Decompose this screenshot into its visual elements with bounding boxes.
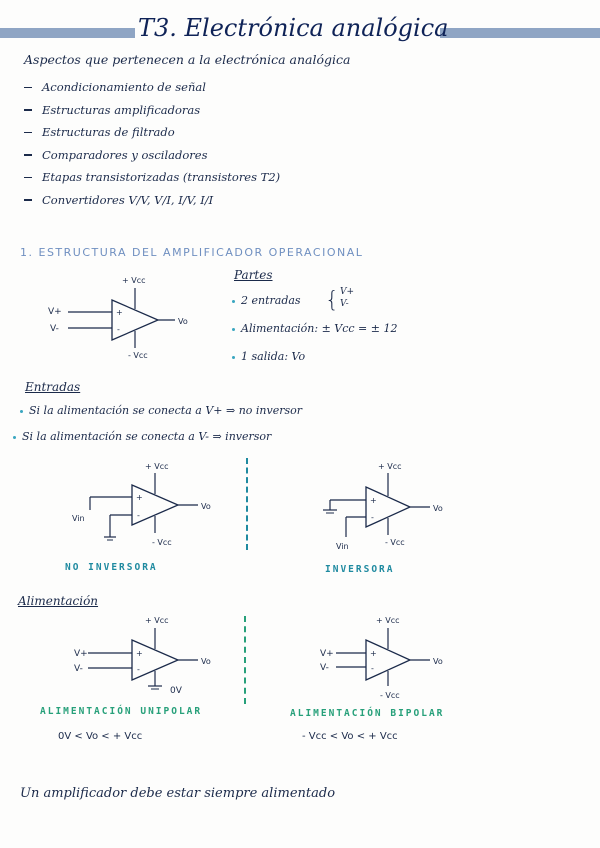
section-heading-opamp: 1. ESTRUCTURA DEL AMPLIFICADOR OPERACIONAL: [20, 246, 364, 259]
inputs-line-1: Si la alimentación se conecta a V+ ⇒ no inversor: [20, 404, 302, 417]
parts-vplus: V+: [340, 287, 355, 297]
parts-power: Alimentación: ± Vcc = ± 12: [232, 322, 397, 335]
minus-sign: -: [137, 511, 140, 520]
divider: [246, 458, 248, 550]
plus-sign: +: [136, 493, 143, 502]
non-inverting-circuit: [60, 455, 230, 555]
caption-unipolar: ALIMENTACIÓN UNIPOLAR: [40, 706, 203, 717]
plus-sign: +: [370, 649, 377, 658]
divider: [244, 616, 246, 704]
caption-bipolar: ALIMENTACIÓN BIPOLAR: [290, 708, 445, 719]
plus-sign: +: [136, 649, 143, 658]
dash-icon: [24, 199, 32, 201]
bullet-icon: [232, 328, 235, 331]
vminus-label: V-: [320, 663, 329, 673]
inputs-heading: Entradas: [25, 380, 81, 394]
list-item: Etapas transistorizadas (transistores T2): [24, 166, 280, 189]
vo-label: Vo: [433, 504, 443, 513]
intro-text: Aspectos que pertenecen a la electrónica analógica: [24, 52, 351, 67]
vminus-label: V-: [50, 324, 59, 334]
vo-label: Vo: [178, 317, 188, 326]
vplus-label: V+: [320, 649, 334, 659]
unipolar-circuit: [60, 610, 230, 705]
vcc-pos-label: + Vcc: [376, 616, 400, 625]
power-heading: Alimentación: [18, 594, 99, 608]
vcc-pos-label: + Vcc: [145, 616, 169, 625]
conclusion-text: Un amplificador debe estar siempre alimentado: [20, 786, 336, 801]
dash-icon: [24, 132, 32, 134]
vo-label: Vo: [201, 502, 211, 511]
minus-sign: -: [371, 664, 374, 673]
vcc-pos-label: + Vcc: [122, 276, 146, 285]
dash-icon: [24, 177, 32, 179]
bullet-icon: [20, 410, 23, 413]
bullet-icon: [232, 300, 235, 303]
list-item: Comparadores y osciladores: [24, 144, 280, 167]
list-item: Acondicionamiento de señal: [24, 76, 280, 99]
bullet-icon: [13, 436, 16, 439]
title-highlight-left: [0, 28, 135, 38]
parts-output: 1 salida: Vo: [232, 350, 305, 363]
vcc-neg-label: - Vcc: [152, 538, 172, 547]
parts-vminus: V-: [340, 299, 349, 309]
vminus-label: V-: [74, 664, 83, 674]
vcc-neg-label: - Vcc: [385, 538, 405, 547]
bipolar-circuit: [300, 610, 470, 705]
vcc-pos-label: + Vcc: [378, 462, 402, 471]
plus-sign: +: [116, 308, 123, 317]
minus-sign: -: [117, 325, 120, 334]
title-highlight-right: [440, 28, 600, 38]
list-item: Convertidores V/V, V/I, I/V, I/I: [24, 189, 280, 212]
zero-v-label: 0V: [170, 686, 182, 696]
vcc-neg-label: - Vcc: [128, 351, 148, 360]
caption-non-inverting: NO INVERSORA: [65, 562, 158, 573]
unipolar-range: 0V < Vo < + Vcc: [58, 731, 143, 742]
vplus-label: V+: [74, 649, 88, 659]
page-title: T3. Electrónica analógica: [138, 14, 449, 42]
vcc-pos-label: + Vcc: [145, 462, 169, 471]
dash-icon: [24, 109, 32, 111]
vin-label: Vin: [72, 514, 85, 523]
bipolar-range: - Vcc < Vo < + Vcc: [302, 731, 398, 742]
vo-label: Vo: [433, 657, 443, 666]
dash-icon: [24, 154, 32, 156]
bullet-icon: [232, 356, 235, 359]
list-item: Estructuras de filtrado: [24, 121, 280, 144]
opamp-diagram: [40, 270, 200, 365]
brace-icon: {: [325, 288, 339, 313]
vin-label: Vin: [336, 542, 349, 551]
minus-sign: -: [137, 665, 140, 674]
inputs-line-2: Si la alimentación se conecta a V- ⇒ inversor: [13, 430, 271, 443]
parts-heading: Partes: [234, 268, 273, 282]
vplus-label: V+: [48, 307, 62, 317]
minus-sign: -: [371, 513, 374, 522]
inverting-circuit: [300, 455, 470, 555]
list-item: Estructuras amplificadoras: [24, 99, 280, 122]
caption-inverting: INVERSORA: [325, 564, 395, 575]
plus-sign: +: [370, 496, 377, 505]
parts-inputs: 2 entradas: [232, 294, 301, 307]
aspects-list: [24, 76, 280, 211]
vcc-neg-label: - Vcc: [380, 691, 400, 700]
dash-icon: [24, 87, 32, 89]
vo-label: Vo: [201, 657, 211, 666]
